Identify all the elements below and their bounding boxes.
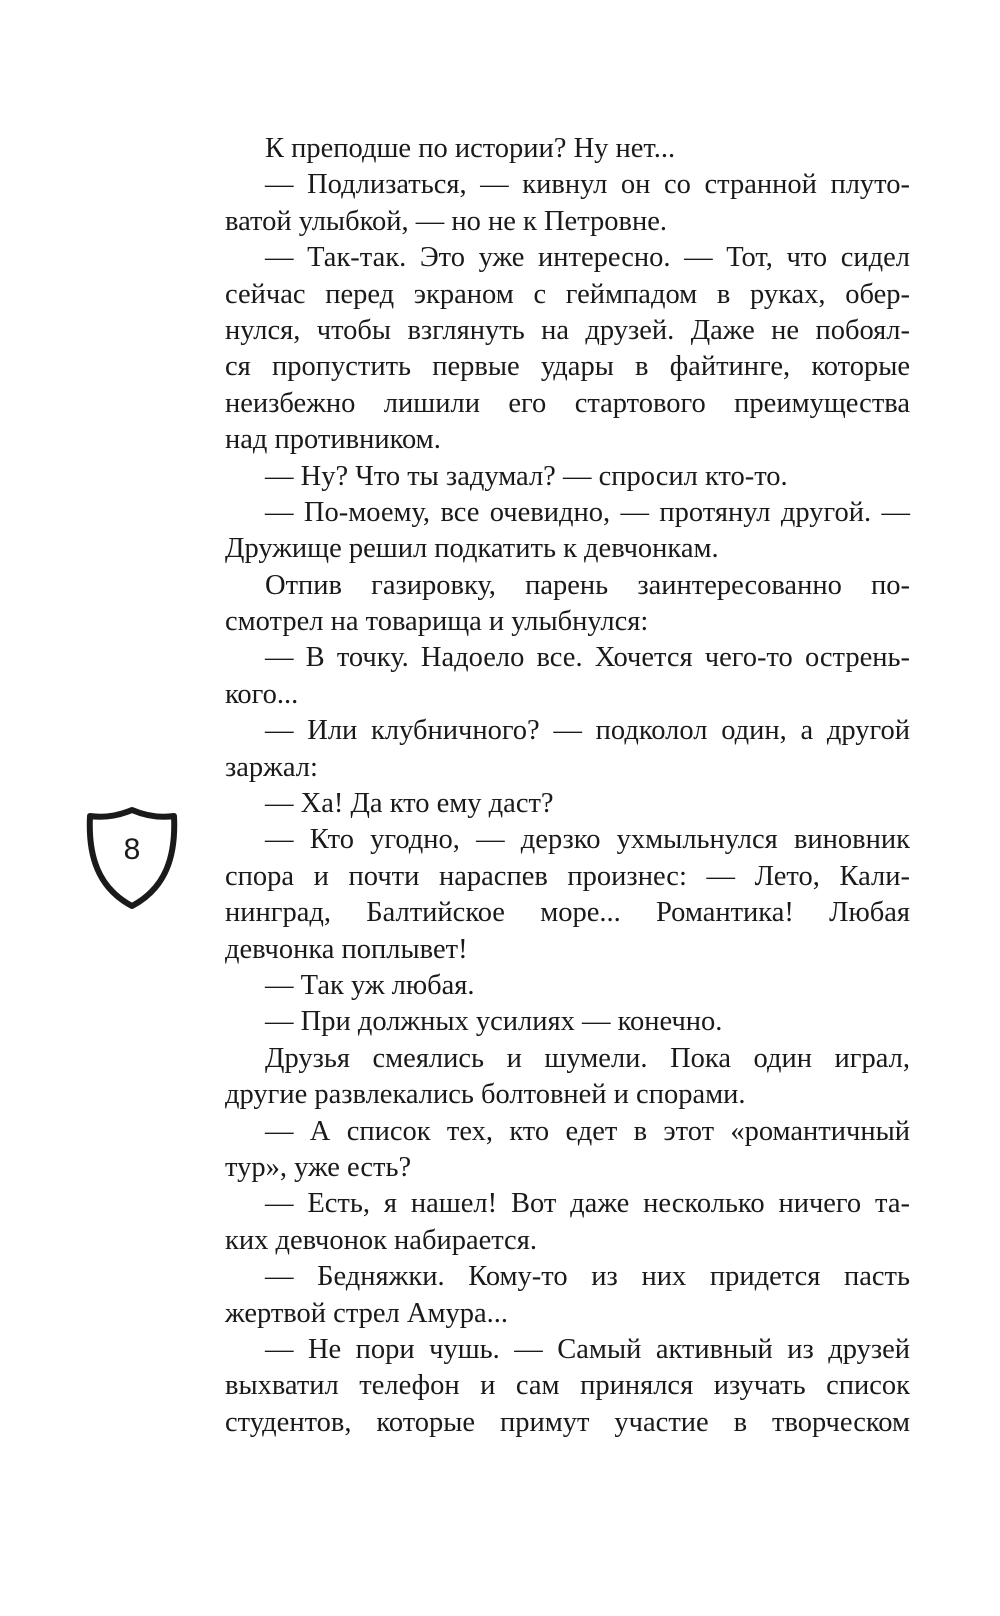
text-line: нинград, Балтийское море... Романтика! Любая bbox=[225, 897, 910, 929]
text-line: — Кто угодно, — дерзко ухмыльнулся виновник bbox=[265, 824, 910, 856]
page-number: 8 bbox=[123, 833, 141, 866]
text-line: — Есть, я нашел! Вот даже несколько ничего та- bbox=[265, 1188, 910, 1220]
text-line: К преподше по истории? Ну нет... bbox=[265, 133, 676, 164]
text-line: — Бедняжки. Кому-то из них придется пасть bbox=[265, 1261, 910, 1293]
text-line: заржал: bbox=[225, 751, 318, 783]
text-line: жертвой стрел Амура... bbox=[225, 1297, 509, 1329]
text-line: — Или клубничного? — подколол один, а другой bbox=[265, 715, 910, 747]
text-line: — Ха! Да кто ему даст? bbox=[265, 788, 554, 820]
text-line: тур», уже есть? bbox=[225, 1151, 412, 1183]
text-line: — А список тех, кто едет в этот «романтичный bbox=[265, 1115, 910, 1147]
text-line: смотрел на товарища и улыбнулся: bbox=[225, 606, 649, 638]
text-line: — Так-так. Это уже интересно. — Тот, что сидел bbox=[265, 242, 910, 274]
text-line: Отпив газировку, парень заинтересованно по- bbox=[265, 569, 910, 601]
text-line: спора и почти нараспев произнес: — Лето, Кали- bbox=[225, 860, 910, 892]
text-line: выхватил телефон и сам принялся изучать список bbox=[225, 1370, 910, 1402]
text-line: — В точку. Надоело все. Хочется чего-то острень- bbox=[265, 642, 910, 674]
text-line: ся пропустить первые удары в файтинге, которые bbox=[225, 351, 910, 383]
text-line: ватой улыбкой, — но не к Петровне. bbox=[225, 205, 667, 237]
text-line: сейчас перед экраном с геймпадом в руках, обер- bbox=[225, 278, 910, 310]
text-line: кого... bbox=[225, 678, 299, 710]
text-line: над противником. bbox=[225, 424, 441, 456]
text-line: — Ну? Что ты задумал? — спросил кто-то. bbox=[265, 460, 788, 492]
text-line: студентов, которые примут участие в творческом bbox=[225, 1406, 910, 1438]
text-line: — При должных усилиях — конечно. bbox=[265, 1006, 723, 1038]
text-line: — Не пори чушь. — Самый активный из друзей bbox=[265, 1333, 910, 1365]
text-line: девчонка поплывет! bbox=[225, 933, 468, 965]
text-line: — Так уж любая. bbox=[265, 969, 475, 1001]
text-line: Дружище решил подкатить к девчонкам. bbox=[225, 533, 719, 565]
page-number-badge bbox=[86, 806, 178, 910]
text-line: неизбежно лишили его стартового преимущества bbox=[225, 387, 910, 419]
text-line: — Подлизаться, — кивнул он со странной плуто- bbox=[265, 169, 910, 201]
page-body-text bbox=[225, 131, 910, 1441]
text-line: ких девчонок набирается. bbox=[225, 1224, 537, 1256]
text-line: нулся, чтобы взглянуть на друзей. Даже не побоял- bbox=[225, 314, 910, 346]
text-line: другие развлекались болтовней и спорами. bbox=[225, 1079, 746, 1111]
text-line: Друзья смеялись и шумели. Пока один играл, bbox=[265, 1042, 910, 1074]
text-line: — По-моему, все очевидно, — протянул другой. — bbox=[265, 496, 910, 528]
